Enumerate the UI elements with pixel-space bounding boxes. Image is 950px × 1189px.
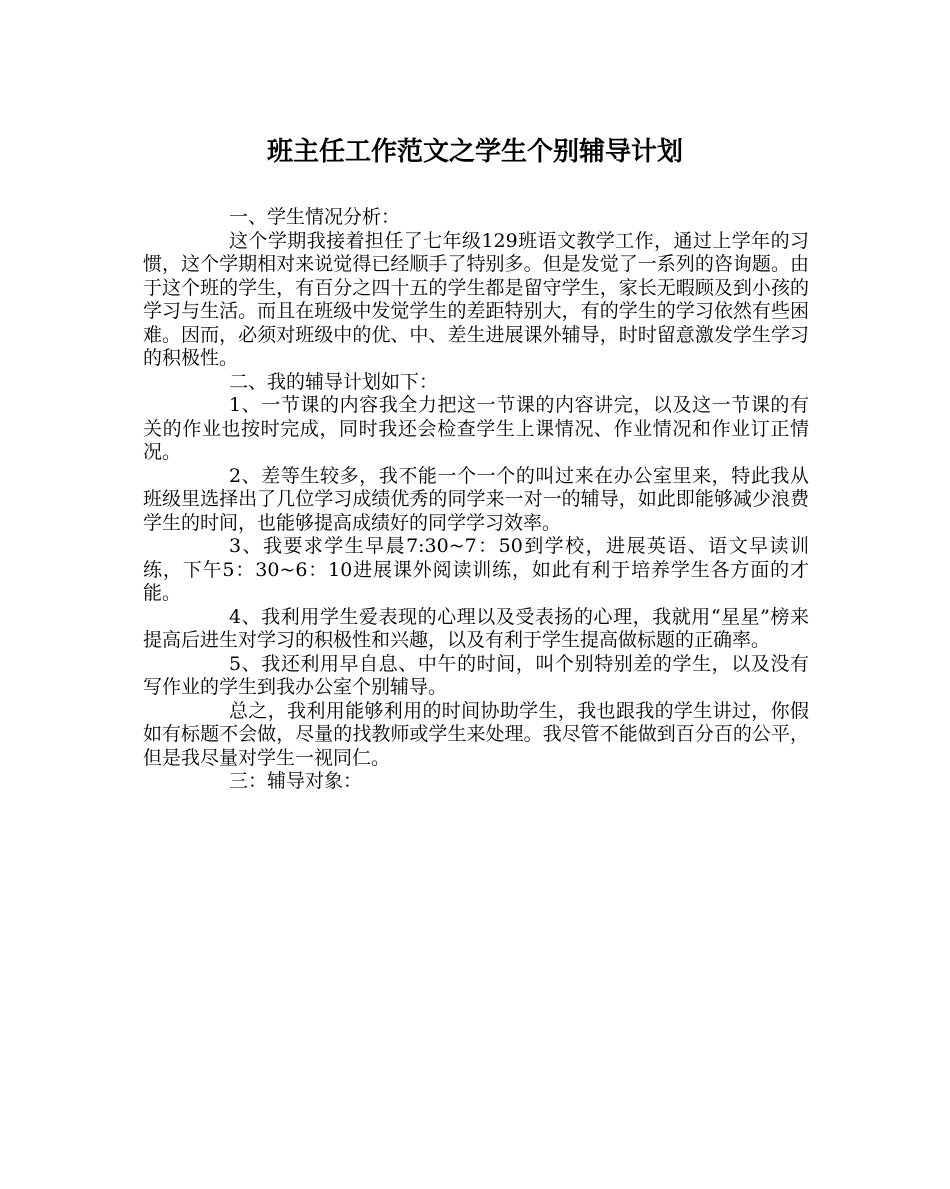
paragraph-summary: 总之，我利用能够利用的时间协助学生，我也跟我的学生讲过，你假如有标题不会做，尽量的找教师或学生来处理。我尽管不能做到百分百的公平，但是我尽量对学生一视同仁。 [143,699,809,769]
section-heading-student-analysis: 一、学生情况分析： [229,206,401,228]
document-body [143,206,809,794]
section-heading-targets: 三：辅导对象： [229,770,363,792]
plan-item-5: 5、我还利用早自息、中午的时间，叫个别特别差的学生，以及没有写作业的学生到我办公室个别辅导。 [143,652,809,698]
plan-item-3: 3、我要求学生早晨7:30~7：50到学校，进展英语、语文早读训练，下午5：30~6：10进展课外阅读训练，如此有利于培养学生各方面的才能。 [143,535,809,604]
plan-item-4: 4、我利用学生爱表现的心理以及受表扬的心理，我就用“星星”榜来提高后进生对学习的积极性和兴趣，以及有利于学生提高做标题的正确率。 [143,605,809,651]
document-title: 班主任工作范文之学生个别辅导计划 [266,137,683,167]
section-heading-plan: 二、我的辅导计划如下： [229,370,439,393]
plan-item-1: 1、一节课的内容我全力把这一节课的内容讲完，以及这一节课的有关的作业也按时完成，同时我还会检查学生上课情况、作业情况和作业订正情况。 [143,394,809,463]
paragraph-student-analysis: 这个学期我接着担任了七年级129班语文教学工作，通过上学年的习惯，这个学期相对来说觉得已经顺手了特别多。但是发觉了一系列的咨询题。由于这个班的学生，有百分之四十五的学生都是留守学生，家长无暇顾及到小孩的学习与生活。而且在班级中发觉学生的差距特别大，有的学生的学习依然有些困难。因而，必须对班级中的优、中、差生进展课外辅导，时时留意激发学生学习的积极性。 [143,229,809,369]
plan-item-2: 2、差等生较多，我不能一个一个的叫过来在办公室里来，特此我从班级里选择出了几位学习成绩优秀的同学来一对一的辅导，如此即能够减少浪费学生的时间，也能够提高成绩好的同学学习效率。 [143,464,809,534]
